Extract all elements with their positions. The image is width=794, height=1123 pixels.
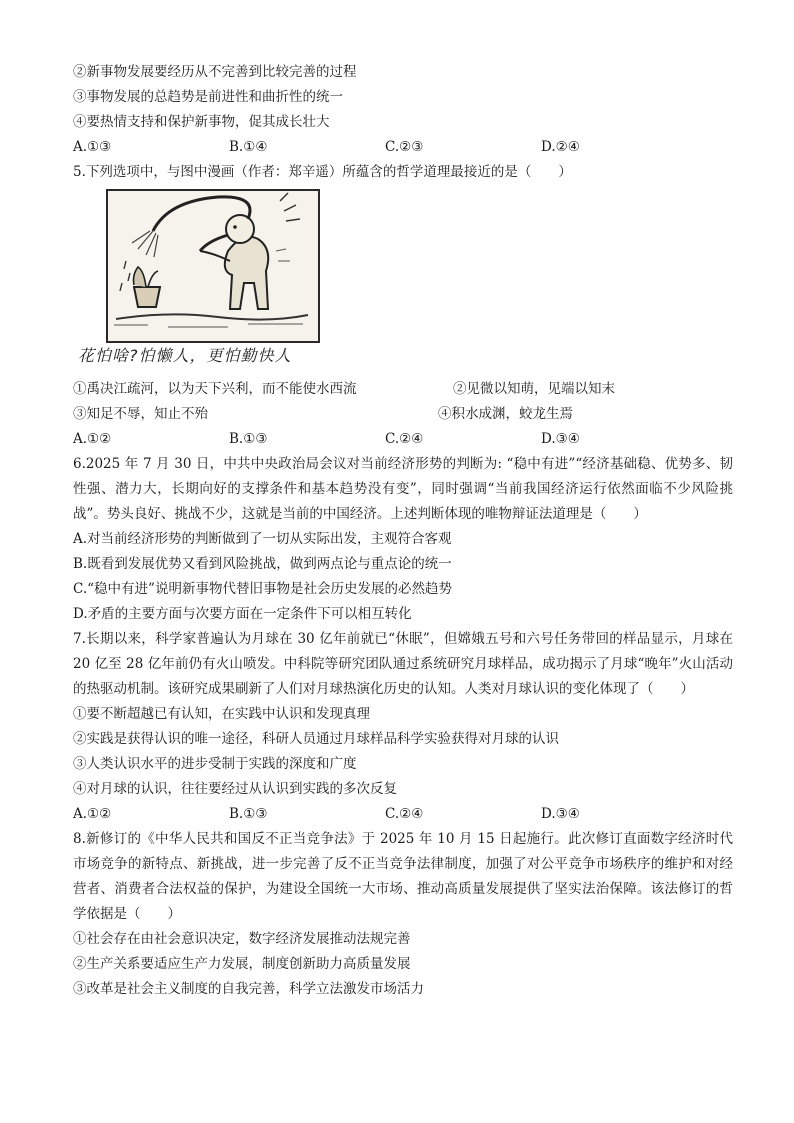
q6-choice-c[interactable]: C.“稳中有进”说明新事物代替旧事物是社会历史发展的必然趋势 [73,581,452,597]
q5-option-c[interactable]: C.②④ [385,431,424,447]
q4-item-2: ②新事物发展要经历从不完善到比较完善的过程 [73,64,357,80]
q7-item-1: ①要不断超越已有认知，在实践中认识和发现真理 [73,706,370,722]
q5-items-row1 [73,377,733,402]
q5-options [73,427,733,452]
q5-item-2: ②见微以知萌，见端以知末 [453,381,615,397]
q5-option-a[interactable]: A.①② [73,431,112,447]
q4-option-c[interactable]: C.②③ [385,139,424,155]
q7-item-2: ②实践是获得认识的唯一途径，科研人员通过月球样品科学实验获得对月球的认识 [73,731,559,747]
q6-choice-b[interactable]: B.既看到发展优势又看到风险挑战，做到两点论与重点论的统一 [73,556,452,572]
cartoon-image [106,189,320,343]
q5-option-d[interactable]: D.③④ [541,431,580,447]
q7-option-b[interactable]: B.①③ [229,806,268,822]
q4-option-a[interactable]: A.①③ [73,139,112,155]
cartoon-drawing [108,191,318,341]
q5-item-3: ③知足不辱，知止不殆 [73,406,208,422]
q5-item-4: ④积水成渊，蛟龙生焉 [438,406,573,422]
q4-options [73,135,733,160]
q4-item-3: ③事物发展的总趋势是前进性和曲折性的统一 [73,89,343,105]
cartoon-caption: 花怕啥?怕懒人，更怕勤快人 [78,346,292,365]
q6-choice-a[interactable]: A.对当前经济形势的判断做到了一切从实际出发，主观符合客观 [73,531,452,547]
q4-option-b[interactable]: B.①④ [229,139,268,155]
q7-option-d[interactable]: D.③④ [541,806,580,822]
q5-items-row2 [73,402,733,427]
q7-item-3: ③人类认识水平的进步受制于实践的深度和广度 [73,756,357,772]
q6-choice-d[interactable]: D.矛盾的主要方面与次要方面在一定条件下可以相互转化 [73,606,412,622]
q4-item-4: ④要热情支持和保护新事物，促其成长壮大 [73,114,330,130]
q7-option-c[interactable]: C.②④ [385,806,424,822]
q4-option-d[interactable]: D.②④ [541,139,580,155]
q5-stem: 5.下列选项中，与图中漫画（作者：郑辛遥）所蕴含的哲学道理最接近的是（ ） [73,164,572,180]
q5-cartoon [78,189,318,375]
q8-item-2: ②生产关系要适应生产力发展，制度创新助力高质量发展 [73,956,411,972]
q6-stem: 6.2025 年 7 月 30 日，中共中央政治局会议对当前经济形势的判断为: “稳中有进”“经济基础稳、优势多、韧性强、潜力大，长期向好的支撑条件和基本趋势没有变”，同时强调“当前我国经济运行依然面临不少风险挑战”。势头良好、挑战不少，这就是当前的中国经济。上述判断体现的唯物辩证法道理是（ ） [73,456,733,522]
q7-option-a[interactable]: A.①② [73,806,112,822]
q7-item-4: ④对月球的认识，往往要经过从认识到实践的多次反复 [73,781,397,797]
q8-stem: 8.新修订的《中华人民共和国反不正当竞争法》于 2025 年 10 月 15 日起施行。此次修订直面数字经济时代市场竞争的新特点、新挑战，进一步完善了反不正当竞争法律制度，加强了对公平竞争市场秩序的维护和对经营者、消费者合法权益的保护，为建设全国统一大市场、推动高质量发展提供了坚实法治保障。该法修订的哲学依据是（ ） [73,831,733,922]
q5-item-1: ①禹决江疏河，以为天下兴利，而不能使水西流 [73,381,357,397]
exam-page [73,60,733,1002]
q7-options [73,802,733,827]
q8-item-3: ③改革是社会主义制度的自我完善，科学立法激发市场活力 [73,981,424,997]
q8-item-1: ①社会存在由社会意识决定，数字经济发展推动法规完善 [73,931,411,947]
q5-option-b[interactable]: B.①③ [229,431,268,447]
q7-stem: 7.长期以来，科学家普遍认为月球在 30 亿年前就已“休眠”，但嫦娥五号和六号任务带回的样品显示，月球在 20 亿至 28 亿年前仍有火山喷发。中科院等研究团队通过系统研究月球样品，成功揭示了月球“晚年”火山活动的热驱动机制。该研究成果刷新了人们对月球热演化历史的认知。人类对月球认识的变化体现了（ ） [73,631,733,697]
